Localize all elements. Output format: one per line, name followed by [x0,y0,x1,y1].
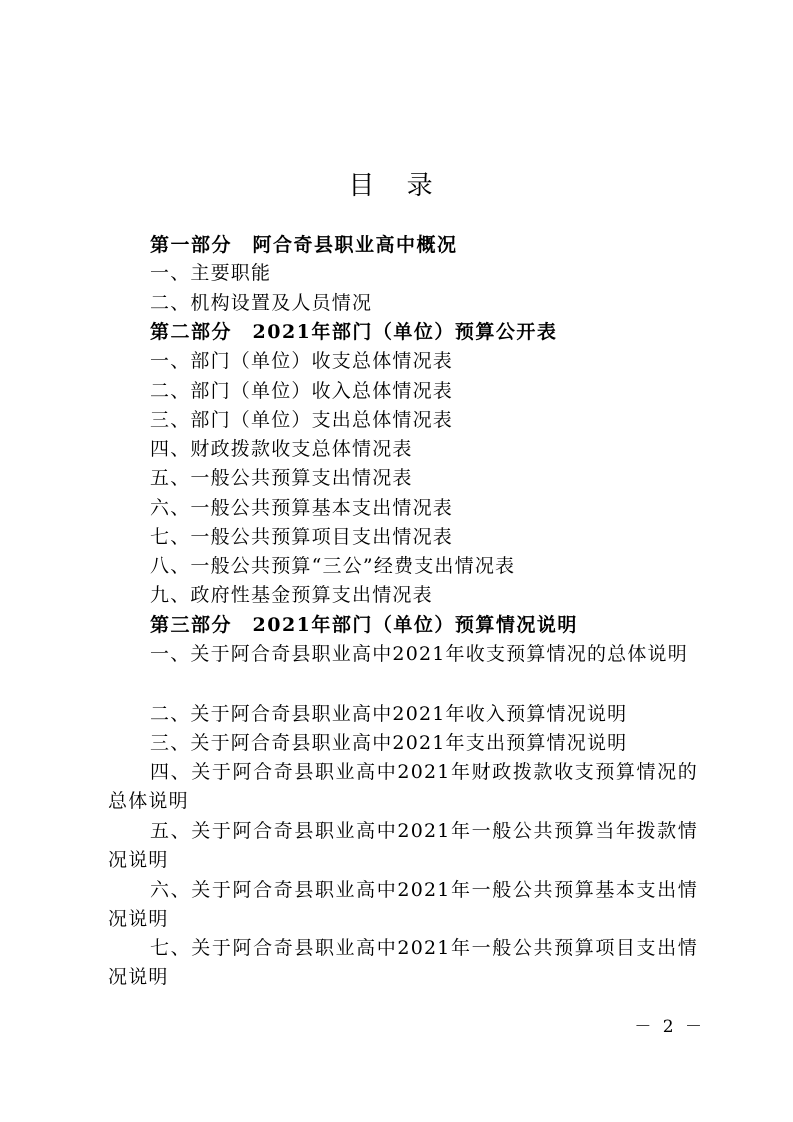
toc-item[interactable]: 八、一般公共预算“三公”经费支出情况表 [150,555,516,577]
page-number: － 2 － [634,1017,705,1037]
part1-heading[interactable]: 第一部分 阿合奇县职业高中概况 [150,234,458,256]
toc-item[interactable]: 一、主要职能 [150,262,272,284]
toc-item[interactable]: 二、关于阿合奇县职业高中2021年收入预算情况说明 [150,703,628,725]
page-title: 目 录 [348,171,445,201]
toc-item[interactable]: 七、关于阿合奇县职业高中2021年一般公共预算项目支出情况说明 [108,937,698,988]
toc-item[interactable]: 六、一般公共预算基本支出情况表 [150,497,454,519]
toc-item[interactable]: 六、关于阿合奇县职业高中2021年一般公共预算基本支出情况说明 [108,879,698,930]
toc-item[interactable]: 三、部门（单位）支出总体情况表 [150,409,454,431]
toc-item[interactable]: 四、关于阿合奇县职业高中2021年财政拨款收支预算情况的总体说明 [108,761,698,812]
part3-heading[interactable]: 第三部分 2021年部门（单位）预算情况说明 [150,614,578,636]
toc-item[interactable]: 一、部门（单位）收支总体情况表 [150,350,454,372]
toc-item[interactable]: 二、机构设置及人员情况 [150,292,373,314]
toc-item[interactable]: 九、政府性基金预算支出情况表 [150,584,433,606]
part2-heading[interactable]: 第二部分 2021年部门（单位）预算公开表 [150,321,558,343]
toc-item[interactable]: 七、一般公共预算项目支出情况表 [150,526,454,548]
toc-item[interactable]: 三、关于阿合奇县职业高中2021年支出预算情况说明 [150,732,628,754]
toc-item[interactable]: 五、一般公共预算支出情况表 [150,467,413,489]
toc-item[interactable]: 五、关于阿合奇县职业高中2021年一般公共预算当年拨款情况说明 [108,820,698,871]
toc-item[interactable]: 二、部门（单位）收入总体情况表 [150,380,454,402]
toc-item[interactable]: 四、财政拨款收支总体情况表 [150,438,413,460]
toc-item[interactable]: 一、关于阿合奇县职业高中2021年收支预算情况的总体说明 [150,643,688,665]
